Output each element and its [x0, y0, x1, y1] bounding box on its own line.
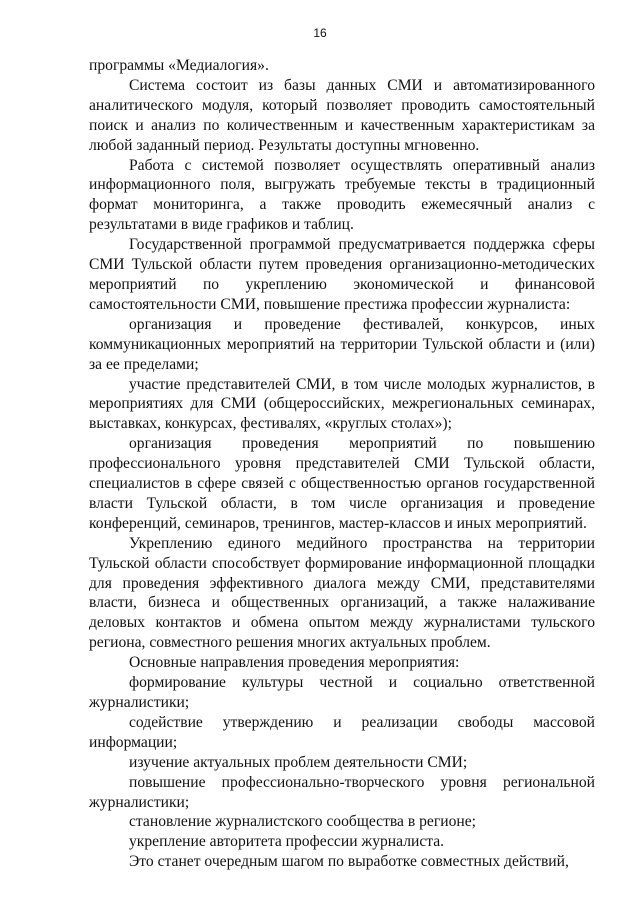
paragraph: содействие утверждению и реализации свободы массовой информации; [89, 713, 595, 751]
paragraph: Работа с системой позволяет осуществлять оперативный анализ информационного поля, выгружать требуемые тексты в традиционный формат мониторинга, а также проводить ежемесячный анализ с результатами в виде графиков и таблиц. [89, 156, 595, 234]
paragraph: Система состоит из базы данных СМИ и автоматизированного аналитического модуля, который позволяет проводить самостоятельный поиск и анализ по количественным и качественным характеристикам за любой заданный период. Результаты доступны мгновенно. [89, 76, 595, 154]
paragraph: изучение актуальных проблем деятельности СМИ; [129, 753, 468, 771]
paragraph: программы «Медиалогия». [89, 57, 269, 74]
paragraph: Основные направления проведения мероприятия: [129, 654, 460, 672]
body-text [89, 56, 595, 872]
paragraph: формирование культуры честной и социально ответственной журналистики; [89, 674, 595, 711]
paragraph: становление журналистского сообщества в регионе; [129, 813, 476, 831]
paragraph: организация и проведение фестивалей, конкурсов, иных коммуникационных мероприятий на территории Тульской области и (или) за ее пределами; [89, 315, 595, 373]
page-number: 16 [313, 26, 327, 40]
paragraph: организация проведения мероприятий по повышению профессионального уровня представителей СМИ Тульской области, специалистов в сфере связей с общественностью органов государственной власти Тульской области, в том числе организация и проведение конференций, семинаров, тренингов, мастер-классов и иных мероприятий. [89, 435, 595, 532]
paragraph: Укреплению единого медийного пространства на территории Тульской области способствует формирование информационной площадки для проведения эффективного диалога между СМИ, представителями власти, бизнеса и общественных организаций, а также налаживание деловых контактов и обмена опытом между журналистами тульского региона, совместного решения многих актуальных проблем. [89, 534, 595, 652]
paragraph: укрепление авторитета профессии журналиста. [129, 833, 445, 851]
paragraph: Это станет очередным шагом по выработке совместных действий, [129, 853, 569, 871]
paragraph: участие представителей СМИ, в том числе молодых журналистов, в мероприятиях для СМИ (общероссийских, межрегиональных семинарах, выставках, конкурсах, фестивалях, «круглых столах»); [89, 375, 595, 433]
paragraph: повышение профессионально-творческого уровня региональной журналистики; [89, 773, 595, 811]
paragraph: Государственной программой предусматривается поддержка сферы СМИ Тульской области путем проведения организационно-методических мероприятий по укреплению экономической и финансовой самостоятельности СМИ, повышение престижа профессии журналиста: [89, 236, 595, 313]
